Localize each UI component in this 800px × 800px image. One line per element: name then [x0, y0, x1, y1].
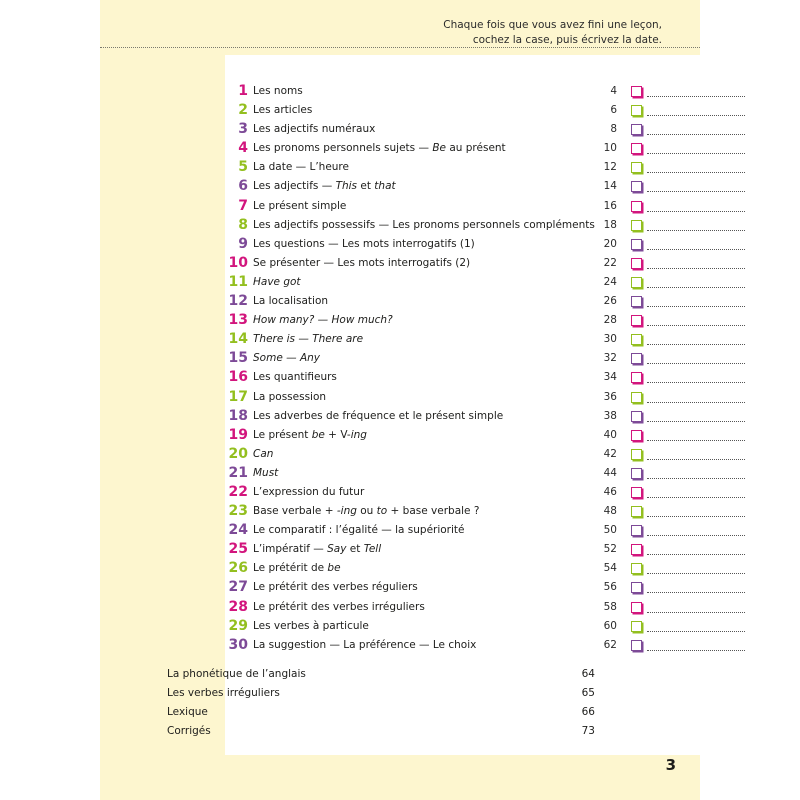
lesson-page: 32	[603, 352, 617, 365]
completion-checkbox[interactable]	[631, 582, 642, 593]
lesson-row	[225, 483, 755, 502]
lesson-page: 4	[610, 85, 617, 97]
lesson-row	[225, 177, 755, 196]
lesson-title-part: Be	[432, 142, 446, 155]
lesson-title	[253, 638, 476, 653]
lesson-title-part: Say	[327, 543, 347, 556]
lesson-title-part: Le prétérit des verbes réguliers	[253, 581, 418, 594]
date-write-line[interactable]	[647, 306, 745, 307]
lesson-title	[253, 561, 341, 576]
date-write-line[interactable]	[647, 191, 745, 192]
lesson-page: 46	[603, 485, 617, 498]
date-write-line[interactable]	[647, 211, 745, 212]
lesson-page: 38	[603, 409, 617, 422]
date-write-line[interactable]	[647, 172, 745, 173]
lesson-page: 48	[603, 505, 617, 518]
lesson-row	[225, 311, 755, 330]
lesson-page: 6	[610, 104, 617, 117]
lesson-title-part: Les articles	[253, 104, 313, 117]
lesson-number: 1	[238, 83, 248, 99]
completion-checkbox[interactable]	[631, 220, 642, 231]
lesson-title-part: be	[327, 562, 341, 575]
lesson-row	[225, 502, 755, 521]
lesson-title	[253, 84, 303, 99]
completion-checkbox[interactable]	[631, 201, 642, 212]
completion-checkbox[interactable]	[631, 296, 642, 307]
lesson-number: 28	[228, 598, 248, 615]
completion-checkbox[interactable]	[631, 124, 642, 135]
date-write-line[interactable]	[647, 382, 745, 383]
lesson-row	[225, 254, 755, 273]
lesson-number: 10	[228, 254, 248, 271]
lesson-title	[253, 313, 393, 328]
lesson-title	[253, 256, 470, 271]
lesson-page: 24	[603, 275, 617, 288]
lesson-row	[225, 636, 755, 655]
lesson-row	[225, 101, 755, 120]
page-number: 3	[665, 756, 676, 774]
lesson-row	[225, 464, 755, 483]
lesson-title-part: Les adjectifs possessifs — Les pronoms personnels compléments	[253, 218, 595, 231]
completion-checkbox[interactable]	[631, 544, 642, 555]
lesson-row	[225, 426, 755, 445]
lesson-title-part: ou	[356, 505, 377, 518]
lesson-number: 12	[228, 293, 248, 310]
lesson-row	[225, 158, 755, 177]
lesson-title-part: Les noms	[253, 85, 303, 97]
date-write-line[interactable]	[647, 344, 745, 345]
lesson-number: 15	[228, 350, 248, 367]
date-write-line[interactable]	[647, 363, 745, 364]
lesson-title	[253, 332, 363, 347]
lesson-title	[253, 542, 381, 557]
lesson-number: 18	[228, 407, 248, 424]
lesson-page: 50	[603, 524, 617, 537]
lesson-page: 58	[603, 600, 617, 613]
header-divider	[100, 47, 700, 48]
date-write-line[interactable]	[647, 497, 745, 498]
lesson-row	[225, 292, 755, 311]
lesson-title-part: Must	[253, 466, 279, 479]
completion-checkbox[interactable]	[631, 411, 642, 422]
lesson-page: 16	[603, 199, 617, 212]
lesson-title	[253, 428, 367, 443]
lesson-row	[225, 273, 755, 292]
completion-checkbox[interactable]	[631, 181, 642, 192]
lesson-page: 10	[603, 142, 617, 155]
lesson-number: 24	[228, 522, 248, 539]
completion-checkbox[interactable]	[631, 430, 642, 441]
lesson-title-part: Some — Any	[253, 352, 321, 365]
completion-checkbox[interactable]	[631, 487, 642, 498]
lesson-title-part: + base verbale ?	[387, 505, 480, 518]
lesson-row	[225, 388, 755, 407]
lesson-title-part: L’impératif —	[253, 543, 328, 556]
completion-checkbox[interactable]	[631, 315, 642, 326]
lesson-title	[253, 122, 375, 137]
date-write-line[interactable]	[647, 230, 745, 231]
lesson-title-part: La possession	[253, 390, 327, 403]
lesson-title-part: Les adverbes de fréquence et le présent simple	[253, 409, 504, 422]
appendix-page: 64	[581, 668, 595, 680]
date-write-line[interactable]	[647, 592, 745, 593]
completion-checkbox[interactable]	[631, 162, 642, 173]
date-write-line[interactable]	[647, 554, 745, 555]
lesson-title	[253, 447, 273, 462]
lesson-number: 2	[238, 102, 248, 119]
date-write-line[interactable]	[647, 115, 745, 116]
instruction-line-1: Chaque fois que vous avez fini une leçon,	[443, 19, 662, 31]
lesson-page: 62	[603, 638, 617, 651]
date-write-line[interactable]	[647, 153, 745, 154]
lesson-title-part: La date — L’heure	[253, 161, 349, 174]
lesson-page: 28	[603, 314, 617, 327]
completion-checkbox[interactable]	[631, 621, 642, 632]
lesson-number: 27	[228, 579, 248, 596]
lesson-number: 19	[228, 426, 248, 443]
lesson-page: 54	[603, 562, 617, 575]
lesson-number: 8	[238, 216, 248, 233]
lesson-number: 9	[238, 235, 248, 252]
lesson-title	[253, 199, 346, 214]
lesson-number: 25	[228, 541, 248, 558]
lesson-row	[225, 578, 755, 597]
lesson-page: 56	[603, 581, 617, 594]
lesson-number: 21	[228, 464, 248, 481]
lesson-row	[225, 330, 755, 349]
lesson-title-part: La suggestion — La préférence — Le choix	[253, 638, 477, 651]
lesson-page: 22	[603, 256, 617, 269]
lesson-title-part: Les quantifieurs	[253, 371, 337, 384]
lesson-title-part: Tell	[363, 543, 382, 556]
lesson-row	[225, 139, 755, 158]
lesson-title-part: There is — There are	[253, 333, 364, 346]
book-page	[100, 0, 700, 800]
date-write-line[interactable]	[647, 325, 745, 326]
completion-checkbox[interactable]	[631, 86, 642, 97]
lesson-row	[225, 559, 755, 578]
lesson-title-part: Base verbale +	[253, 505, 337, 518]
lesson-row	[225, 216, 755, 235]
lesson-row	[225, 120, 755, 139]
lesson-title-part: au présent	[446, 142, 506, 155]
date-write-line[interactable]	[647, 650, 745, 651]
lesson-page: 42	[603, 447, 617, 460]
lesson-page: 36	[603, 390, 617, 403]
lesson-row	[225, 540, 755, 559]
lesson-number: 26	[228, 560, 248, 577]
lesson-list	[225, 82, 755, 655]
lesson-row	[225, 521, 755, 540]
lesson-row	[225, 349, 755, 368]
completion-checkbox[interactable]	[631, 449, 642, 460]
lesson-number: 17	[228, 388, 248, 405]
date-write-line[interactable]	[647, 96, 745, 97]
date-write-line[interactable]	[647, 612, 745, 613]
lesson-page: 12	[603, 161, 617, 174]
lesson-title	[253, 275, 301, 290]
lesson-title	[253, 294, 328, 309]
lesson-title	[253, 485, 364, 500]
lesson-title-part: How many? — How much?	[253, 314, 393, 327]
lesson-page: 20	[603, 237, 617, 250]
lesson-title	[253, 218, 595, 233]
completion-checkbox[interactable]	[631, 372, 642, 383]
lesson-title	[253, 504, 479, 519]
lesson-title-part: Le prétérit de	[253, 562, 328, 575]
lesson-row	[225, 197, 755, 216]
lesson-number: 22	[228, 483, 248, 500]
lesson-title-part: Le présent	[253, 428, 312, 441]
lesson-page: 40	[603, 428, 617, 441]
lesson-title-part: Le comparatif : l’égalité — la supériorité	[253, 524, 465, 537]
instruction-note	[362, 18, 662, 48]
date-write-line[interactable]	[647, 478, 745, 479]
completion-checkbox[interactable]	[631, 602, 642, 613]
lesson-number: 30	[228, 636, 248, 653]
lesson-number: 23	[228, 503, 248, 520]
date-write-line[interactable]	[647, 440, 745, 441]
date-write-line[interactable]	[647, 516, 745, 517]
date-write-line[interactable]	[647, 631, 745, 632]
appendix-row	[167, 684, 755, 703]
lesson-title-part: Le prétérit des verbes irréguliers	[253, 600, 425, 613]
lesson-page: 14	[603, 180, 617, 193]
lesson-title-part: Les verbes à particule	[253, 619, 369, 632]
lesson-title-part: Can	[253, 447, 274, 460]
lesson-row	[225, 368, 755, 387]
lesson-title-part: ing	[350, 428, 367, 441]
lesson-page: 30	[603, 333, 617, 346]
appendix-page: 65	[581, 687, 595, 700]
lesson-number: 11	[228, 273, 248, 290]
appendix-title: Les verbes irréguliers	[167, 687, 280, 700]
lesson-title	[253, 523, 465, 538]
completion-checkbox[interactable]	[631, 239, 642, 250]
lesson-page: 18	[603, 218, 617, 231]
lesson-title-part: that	[374, 180, 396, 193]
lesson-title-part: et	[357, 180, 375, 193]
lesson-number: 16	[228, 369, 248, 386]
lesson-title	[253, 409, 503, 424]
table-of-contents	[167, 55, 755, 755]
completion-checkbox[interactable]	[631, 468, 642, 479]
completion-checkbox[interactable]	[631, 143, 642, 154]
completion-checkbox[interactable]	[631, 277, 642, 288]
completion-checkbox[interactable]	[631, 640, 642, 651]
lesson-page: 8	[610, 123, 617, 136]
lesson-title-part: Le présent simple	[253, 199, 347, 212]
lesson-number: 4	[238, 140, 248, 157]
lesson-title-part: This	[335, 180, 358, 193]
date-write-line[interactable]	[647, 573, 745, 574]
appendix-page: 66	[581, 706, 595, 719]
lesson-row	[225, 445, 755, 464]
date-write-line[interactable]	[647, 249, 745, 250]
lesson-title-part: Les adjectifs —	[253, 180, 336, 193]
lesson-title-part: to	[376, 505, 388, 518]
appendix-title: Lexique	[167, 706, 208, 719]
lesson-title	[253, 600, 425, 615]
lesson-title-part: Have got	[253, 275, 301, 288]
appendix-title: Corrigés	[167, 725, 211, 738]
lesson-title	[253, 103, 312, 118]
lesson-title	[253, 179, 396, 194]
completion-checkbox[interactable]	[631, 563, 642, 574]
date-write-line[interactable]	[647, 268, 745, 269]
completion-checkbox[interactable]	[631, 258, 642, 269]
lesson-title	[253, 237, 475, 252]
lesson-number: 3	[238, 121, 248, 138]
lesson-row	[225, 617, 755, 636]
lesson-number: 14	[228, 331, 248, 348]
appendix-row	[167, 703, 755, 722]
lesson-title-part: + V-	[324, 428, 351, 441]
appendix-page: 73	[581, 725, 595, 738]
date-write-line[interactable]	[647, 402, 745, 403]
lesson-number: 7	[238, 197, 248, 214]
lesson-title	[253, 619, 369, 634]
lesson-row	[225, 235, 755, 254]
lesson-title	[253, 160, 349, 175]
lesson-number: 5	[238, 159, 248, 176]
lesson-page: 44	[603, 466, 617, 479]
appendix-row	[167, 665, 755, 684]
lesson-title	[253, 466, 278, 481]
appendix-row	[167, 722, 755, 741]
completion-checkbox[interactable]	[631, 353, 642, 364]
completion-checkbox[interactable]	[631, 525, 642, 536]
completion-checkbox[interactable]	[631, 334, 642, 345]
lesson-row	[225, 598, 755, 617]
lesson-title-part: La localisation	[253, 295, 329, 308]
lesson-title-part: Les pronoms personnels sujets —	[253, 142, 433, 155]
appendix-list	[167, 665, 755, 741]
lesson-title-part: be	[311, 428, 325, 441]
lesson-title-part: L’expression du futur	[253, 485, 365, 498]
completion-checkbox[interactable]	[631, 105, 642, 116]
lesson-number: 20	[228, 445, 248, 462]
lesson-title	[253, 351, 320, 366]
lesson-page: 34	[603, 371, 617, 384]
lesson-page: 26	[603, 295, 617, 308]
lesson-number: 6	[238, 178, 248, 195]
lesson-title-part: Les adjectifs numéraux	[253, 123, 376, 136]
date-write-line[interactable]	[647, 421, 745, 422]
lesson-title	[253, 370, 337, 385]
lesson-page: 60	[603, 619, 617, 632]
lesson-title	[253, 141, 506, 156]
lesson-title-part: Se présenter — Les mots interrogatifs (2)	[253, 256, 471, 269]
lesson-page: 52	[603, 543, 617, 556]
lesson-row	[225, 82, 755, 101]
date-write-line[interactable]	[647, 134, 745, 135]
lesson-number: 29	[228, 617, 248, 634]
date-write-line[interactable]	[647, 459, 745, 460]
instruction-line-2: cochez la case, puis écrivez la date.	[472, 34, 662, 46]
lesson-title-part: -ing	[336, 505, 357, 518]
appendix-title: La phonétique de l’anglais	[167, 668, 306, 680]
completion-checkbox[interactable]	[631, 392, 642, 403]
lesson-title	[253, 580, 418, 595]
lesson-title-part: Les questions — Les mots interrogatifs (1)	[253, 237, 475, 250]
completion-checkbox[interactable]	[631, 506, 642, 517]
date-write-line[interactable]	[647, 287, 745, 288]
lesson-row	[225, 407, 755, 426]
lesson-title	[253, 390, 326, 405]
lesson-title-part: et	[346, 543, 364, 556]
lesson-number: 13	[228, 312, 248, 329]
date-write-line[interactable]	[647, 535, 745, 536]
